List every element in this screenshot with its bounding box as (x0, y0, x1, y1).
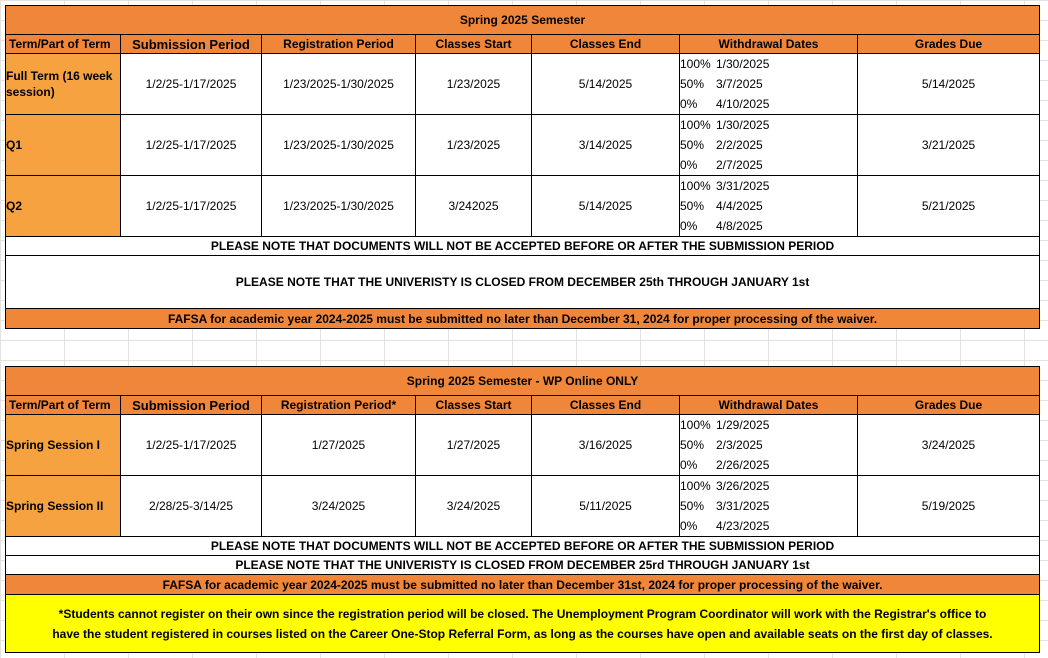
table-row (6, 415, 1040, 476)
withdrawal-date: 3/26/2025 (716, 479, 770, 493)
classes-end-cell: 3/16/2025 (532, 415, 680, 476)
classes-start-cell: 1/27/2025 (416, 415, 532, 476)
withdrawal-pct: 50% (680, 499, 705, 513)
registration-cell: 1/23/2025-1/30/2025 (262, 176, 416, 237)
withdrawal-pct: 100% (680, 118, 711, 132)
footnote-line: have the student registered in courses listed on the Career One-Stop Referral Form, as long as the courses have open and available seats on the first day of classes. (52, 626, 993, 641)
withdrawal-pct: 0% (680, 519, 698, 533)
withdrawal-date: 4/8/2025 (716, 219, 763, 233)
closure-note: PLEASE NOTE THAT THE UNIVERISTY IS CLOSED FROM DECEMBER 25th THROUGH JANUARY 1st (6, 256, 1040, 309)
withdrawal-pct: 100% (680, 179, 711, 193)
term-cell: Q1 (6, 115, 121, 176)
registration-cell: 1/23/2025-1/30/2025 (262, 115, 416, 176)
term-cell: Full Term (16 week session) (6, 54, 121, 115)
withdrawal-cell (680, 176, 858, 237)
classes-start-cell: 1/23/2025 (416, 115, 532, 176)
header-term: Term/Part of Term (6, 396, 121, 415)
table-row (6, 54, 1040, 115)
withdrawal-pct: 0% (680, 458, 698, 472)
fafsa-note: FAFSA for academic year 2024-2025 must be submitted no later than December 31, 2024 for proper processing of the waiver. (6, 309, 1040, 329)
withdrawal-cell (680, 115, 858, 176)
header-classes-end: Classes End (532, 396, 680, 415)
submission-cell: 1/2/25-1/17/2025 (121, 115, 262, 176)
classes-start-cell: 1/23/2025 (416, 54, 532, 115)
registration-footnote (6, 595, 1040, 653)
withdrawal-date: 1/29/2025 (716, 418, 770, 432)
withdrawal-pct: 100% (680, 418, 711, 432)
footnote-line: *Students cannot register on their own since the registration period will be closed. The Unemployment Program Coordinator will work with the Registrar's office to (58, 606, 987, 621)
withdrawal-date: 4/4/2025 (716, 199, 763, 213)
grades-due-cell: 5/21/2025 (858, 176, 1040, 237)
section-title: Spring 2025 Semester (6, 6, 1040, 35)
withdrawal-date: 3/31/2025 (716, 499, 770, 513)
header-registration: Registration Period (262, 35, 416, 54)
header-term: Term/Part of Term (6, 35, 121, 54)
term-cell: Spring Session I (6, 415, 121, 476)
header-submission: Submission Period (121, 35, 262, 54)
withdrawal-date: 2/3/2025 (716, 438, 763, 452)
classes-end-cell: 5/11/2025 (532, 476, 680, 537)
registration-cell: 1/27/2025 (262, 415, 416, 476)
submission-cell: 1/2/25-1/17/2025 (121, 54, 262, 115)
grades-due-cell: 5/19/2025 (858, 476, 1040, 537)
header-row (6, 35, 1040, 54)
withdrawal-pct: 0% (680, 158, 698, 172)
submission-cell: 1/2/25-1/17/2025 (121, 415, 262, 476)
header-grades-due: Grades Due (858, 35, 1040, 54)
header-withdrawal: Withdrawal Dates (680, 35, 858, 54)
withdrawal-pct: 50% (680, 77, 705, 91)
submission-cell: 1/2/25-1/17/2025 (121, 176, 262, 237)
grades-due-cell: 3/24/2025 (858, 415, 1040, 476)
registration-cell: 1/23/2025-1/30/2025 (262, 54, 416, 115)
section-title: Spring 2025 Semester - WP Online ONLY (6, 367, 1040, 396)
table-row (6, 176, 1040, 237)
classes-end-cell: 5/14/2025 (532, 176, 680, 237)
table-row (6, 115, 1040, 176)
closure-note: PLEASE NOTE THAT THE UNIVERISTY IS CLOSED FROM DECEMBER 25rd THROUGH JANUARY 1st (6, 556, 1040, 575)
term-cell: Q2 (6, 176, 121, 237)
classes-end-cell: 5/14/2025 (532, 54, 680, 115)
withdrawal-date: 3/31/2025 (716, 179, 770, 193)
header-classes-start: Classes Start (416, 396, 532, 415)
withdrawal-pct: 0% (680, 97, 698, 111)
submission-note: PLEASE NOTE THAT DOCUMENTS WILL NOT BE ACCEPTED BEFORE OR AFTER THE SUBMISSION PERIOD (6, 537, 1040, 556)
wp-online-schedule-table (5, 366, 1040, 653)
withdrawal-date: 2/2/2025 (716, 138, 763, 152)
withdrawal-pct: 50% (680, 199, 705, 213)
registration-cell: 3/24/2025 (262, 476, 416, 537)
withdrawal-date: 2/26/2025 (716, 458, 770, 472)
header-grades-due: Grades Due (858, 396, 1040, 415)
header-submission: Submission Period (121, 396, 262, 415)
grades-due-cell: 5/14/2025 (858, 54, 1040, 115)
header-classes-end: Classes End (532, 35, 680, 54)
submission-cell: 2/28/25-3/14/25 (121, 476, 262, 537)
header-classes-start: Classes Start (416, 35, 532, 54)
fafsa-note: FAFSA for academic year 2024-2025 must be submitted no later than December 31st, 2024 for proper processing of the waiver. (6, 575, 1040, 595)
withdrawal-date: 2/7/2025 (716, 158, 763, 172)
withdrawal-cell (680, 54, 858, 115)
withdrawal-cell (680, 415, 858, 476)
withdrawal-date: 1/30/2025 (716, 118, 770, 132)
withdrawal-date: 3/7/2025 (716, 77, 763, 91)
withdrawal-pct: 100% (680, 479, 711, 493)
grades-due-cell: 3/21/2025 (858, 115, 1040, 176)
withdrawal-date: 4/23/2025 (716, 519, 770, 533)
table-row (6, 476, 1040, 537)
spring-2025-schedule-table (5, 5, 1040, 329)
withdrawal-pct: 100% (680, 57, 711, 71)
header-withdrawal: Withdrawal Dates (680, 396, 858, 415)
withdrawal-cell (680, 476, 858, 537)
classes-start-cell: 3/24/2025 (416, 476, 532, 537)
withdrawal-date: 4/10/2025 (716, 97, 770, 111)
classes-end-cell: 3/14/2025 (532, 115, 680, 176)
withdrawal-pct: 50% (680, 438, 705, 452)
withdrawal-date: 1/30/2025 (716, 57, 770, 71)
submission-note: PLEASE NOTE THAT DOCUMENTS WILL NOT BE ACCEPTED BEFORE OR AFTER THE SUBMISSION PERIOD (6, 237, 1040, 256)
header-registration: Registration Period* (262, 396, 416, 415)
withdrawal-pct: 50% (680, 138, 705, 152)
withdrawal-pct: 0% (680, 219, 698, 233)
term-cell: Spring Session II (6, 476, 121, 537)
header-row (6, 396, 1040, 415)
classes-start-cell: 3/242025 (416, 176, 532, 237)
